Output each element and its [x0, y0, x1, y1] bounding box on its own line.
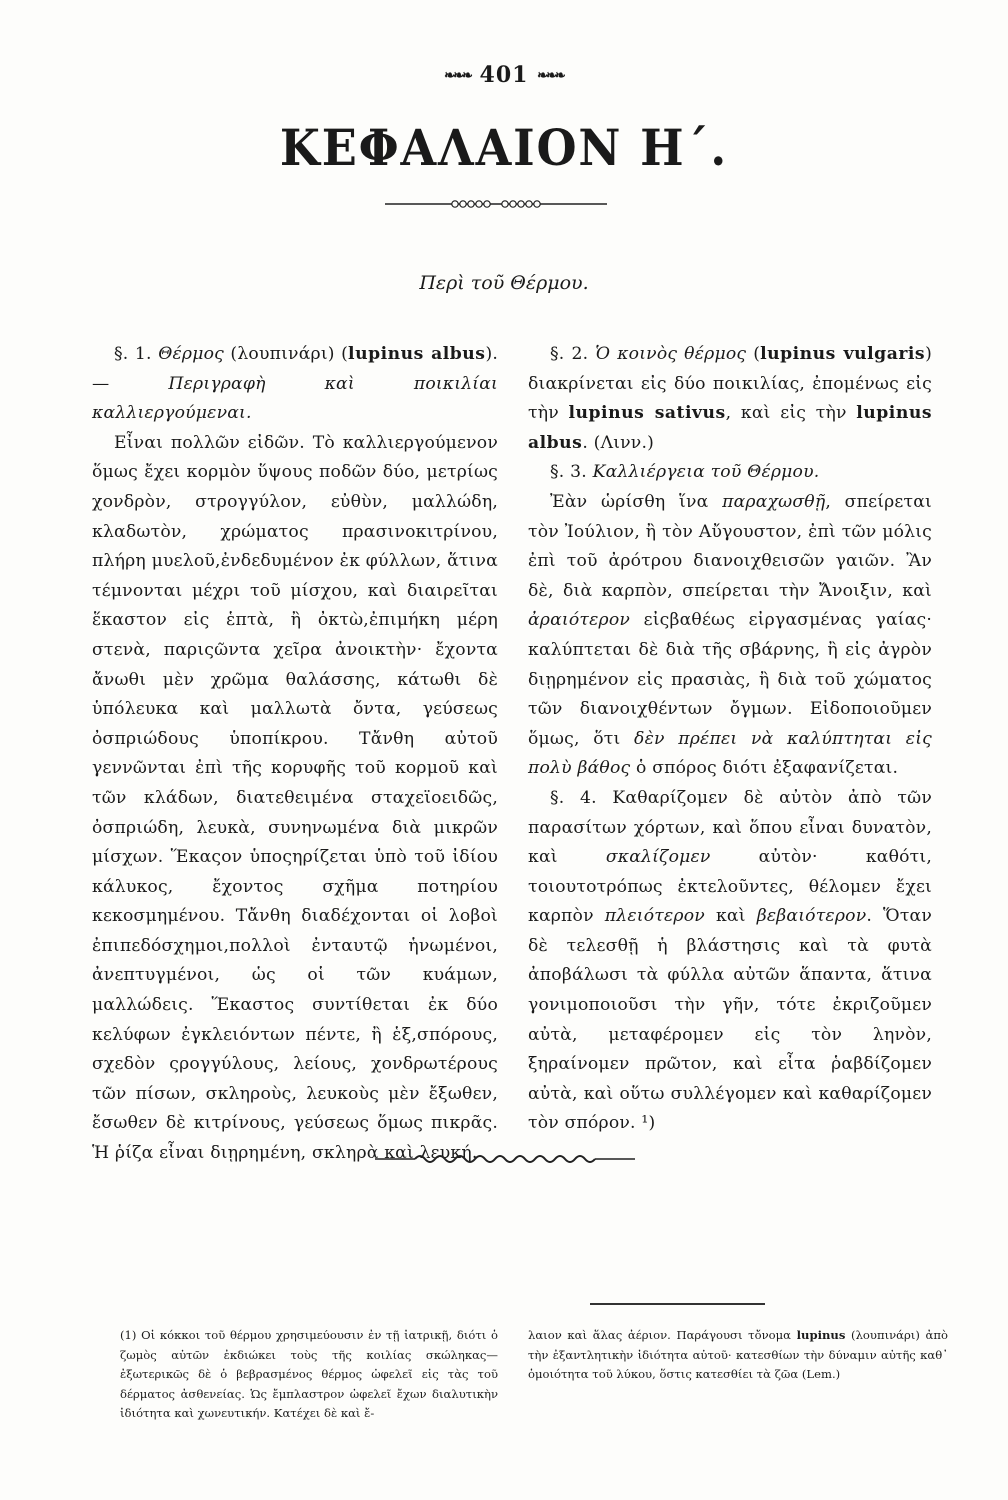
text-run: Ἐὰν ὡρίσθη ἵνα: [550, 491, 723, 512]
emphasis: ἀραιότερον: [528, 610, 631, 631]
left-ornament-icon: ❧❧❧: [444, 68, 471, 84]
paragraph-2: Εἶναι πολλῶν εἰδῶν. Τὸ καλλιεργούμενον ὅμως ἔχει κορμὸν ὕψους ποδῶν δύο, μετρίως χονδρὸν, στρογγύλον, εὐθὺν, μαλλώδη, κλαδωτὸν, χρώματος πρασινοκιτρίνου, πλήρη μυελοῦ,ἐνδεδυμένον ἐκ φύλλων, ἅτινα τέμνονται μέχρι τοῦ μίσχου, καὶ διαιρεῖται ἕκαστον εἰς ἑπτὰ, ἢ ὀκτὼ,ἐπιμήκη μέρη στενὰ, παριςῶντα χεῖρα ἀνοικτὴν· ἔχοντα ἄνωθι μὲν χρῶμα θαλάσσης, κάτωθι δὲ ὑπόλευκα καὶ μαλλωτὰ ὄντα, γεύσεως ὀσπριώδους ὑποπίκρου. Τἄνθη αὐτοῦ γεννῶνται ἐπὶ τῆς κορυφῆς τοῦ κορμοῦ καὶ τῶν κλάδων, διατεθειμένα σταχεϊοειδῶς, ὀσπριώδη, λευκὰ, συνηνωμένα διὰ μικρῶν μίσχων. Ἕκαςον ὑποςηρίζεται ὑπὸ τοῦ ἰδίου κάλυκος, ἔχοντος σχῆμα ποτηρίου κεκοσμημένου. Τἄνθη διαδέχονται οἱ λοβοὶ ἐπιπεδόσχημοι,πολλοὶ ἐνταυτῷ ἡνωμένοι, ἀνεπτυγμένοι, ὡς οἱ τῶν κυάμων, μαλλώδεις. Ἕκαστος συντίθεται ἐκ δύο κελύφων ἐγκλειόντων πέντε, ἢ ἑξ,σπόρους, σχεδὸν ςρογγύλους, λείους, χονδρωτέρους τῶν πίσων, σκληροὺς, λευκοὺς μὲν ἔξωθεν, ἔσωθεν δὲ κιτρίνους, γεύσεως ὅμως πικρᾶς. Ἡ ῥίζα εἶναι διῃρημένη, σκληρὰ καὶ λευκή.: [92, 432, 498, 1164]
emphasis: παραχωσθῇ: [722, 491, 826, 512]
text-run: . Ὅταν δὲ τελεσθῇ ἡ βλάστησις καὶ τὰ φυτὰ ἀποβάλωσι τὰ φύλλα αὐτῶν ἅπαντα, ἅτινα γονιμοποιοῦσι τὴν γῆν, τότε ἐκριζοῦμεν αὐτὰ, μεταφέρομεν εἰς τὸν ληνὸν, ξηραίνομεν πρῶτον, καὶ εἶτα ῥαβδίζομεν αὐτὰ, καὶ οὕτω συλλέγομεν καὶ καθαρίζομεν τὸν σπόρον. ¹): [528, 906, 932, 1134]
section-number: §. 1.: [114, 344, 152, 364]
text-run: λαιον καὶ ἅλας ἀέριον. Παράγουσι τὄνομα: [528, 1328, 797, 1342]
text-run: καὶ: [704, 906, 757, 927]
section-number: §. 2.: [550, 344, 589, 364]
text-run: αὐτὸν· καθότι, τοιουτοτρόπως ἐκτελοῦντες, θέλομεν ἔχει καρπὸν: [528, 847, 932, 927]
emphasis: σκαλίζομεν: [605, 847, 711, 868]
text-run: ) διακρίνεται εἰς δύο ποικιλίας, ἐπομένως εἰς τὴν: [528, 344, 932, 424]
emphasis: δὲν πρέπει νὰ καλύπτηται εἰς πολὺ βάθος: [528, 728, 932, 779]
text-run: Καθαρίζομεν δὲ αὐτὸν ἀπὸ τῶν παρασίτων χόρτων, καὶ ὅπου εἶναι δυνατὸν, καὶ: [528, 787, 933, 868]
section-number: §. 4.: [550, 787, 597, 808]
section-3-heading: [528, 458, 932, 488]
emphasis: βεβαιότερον: [756, 906, 867, 927]
text-run: (λουπινάρι) (: [223, 344, 349, 364]
text-run: , σπείρεται τὸν Ἰούλιον, ἢ τὸν Αὔγουστον, ἐπὶ τῶν μόλις ἐπὶ τοῦ ἀρότρου διανοιχθεισῶν γαιῶν. Ἂν δὲ, διὰ καρπὸν, σπείρεται τὴν Ἄνοιξιν, καὶ: [528, 491, 932, 601]
footnote-left: [120, 1326, 498, 1424]
footnote-text: (1) Οἱ κόκκοι τοῦ θέρμου χρησιμεύουσιν ἐν τῇ ἰατρικῇ, διότι ὁ ζωμὸς αὐτῶν ἐκδιώκει τοὺς τῆς κοιλίας σκώληκας—ἐξωτερικῶς δὲ ὁ βεβρασμένος θέρμος ὠφελεῖ εἰς τὰς τοῦ δέρματος ἀσθενείας. Ὡς ἔμπλαστρον ὠφελεῖ ἔχων διαλυτικὴν ἰδιότητα καὶ χωνευτικήν. Κατέχει δὲ καὶ ἔ-: [120, 1328, 498, 1420]
text-run: (: [746, 344, 761, 364]
right-ornament-icon: ❧❧❧: [537, 68, 564, 84]
text-run: (λουπινάρι) ἀπὸ τὴν ἐξαντλητικὴν ἰδιότητα αὐτοῦ· κατεσθίων τὴν δύναμιν αὐτῆς καθ᾽ ὁμοιότητα τοῦ λύκου, ὅστις κατεσθίει τὰ ζῶα (Lem.): [528, 1328, 948, 1381]
section-number: §. 3.: [550, 462, 587, 483]
footnote-right: [528, 1326, 948, 1385]
text-run: ὁ σπόρος διότι ἐξαφανίζεται.: [630, 758, 899, 779]
right-column: [528, 340, 932, 1139]
latin-name: lupinus albus: [348, 344, 486, 364]
top-divider-ornament-icon: [385, 197, 607, 211]
entry-title: Ὁ κοινὸς θέρμος: [595, 344, 747, 364]
section-3-body: [528, 488, 932, 784]
bottom-divider-ornament-icon: [375, 1152, 635, 1166]
subheading: Περιγραφὴ καὶ ποικιλίαι καλλιεργούμεναι.: [92, 373, 498, 424]
section-heading: Περὶ τοῦ Θέρμου.: [419, 272, 589, 294]
latin-name: lupinus: [796, 1328, 846, 1342]
section-4: [528, 784, 932, 1139]
emphasis: πλειότερον: [604, 906, 705, 927]
chapter-title: ΚΕΦΑΛΑΙΟΝ Η΄.: [279, 118, 729, 177]
page-number: 401: [479, 62, 529, 88]
text-run: , καὶ εἰς τὴν: [725, 403, 857, 424]
latin-name: lupinus sativus: [568, 403, 726, 424]
page-number-row: [0, 62, 1008, 88]
footnote-text: [528, 1326, 948, 1385]
latin-name: lupinus vulgaris: [760, 344, 926, 364]
paragraph-1: [92, 340, 498, 429]
entry-title: Θέρμος: [158, 344, 224, 364]
text-run: ).—: [92, 344, 499, 394]
entry-title: Καλλιέργεια τοῦ Θέρμου.: [592, 462, 820, 483]
footnote-rule: [590, 1303, 765, 1305]
latin-name: lupinus albus: [528, 403, 932, 453]
text-run: εἰςβαθέως εἰργασμένας γαίας· καλύπτεται δὲ διὰ τῆς σβάρνης, ἢ εἰς ἀγρὸν διῃρημένον εἰς πρασιὰς, ἢ διὰ τοῦ χώματος τῶν διανοιχθέντων ὄγμων. Εἰδοποιοῦμεν ὅμως, ὅτι: [528, 610, 932, 749]
text-run: . (Λινν.): [582, 432, 655, 453]
section-2: [528, 340, 932, 458]
left-column: [92, 340, 498, 1169]
